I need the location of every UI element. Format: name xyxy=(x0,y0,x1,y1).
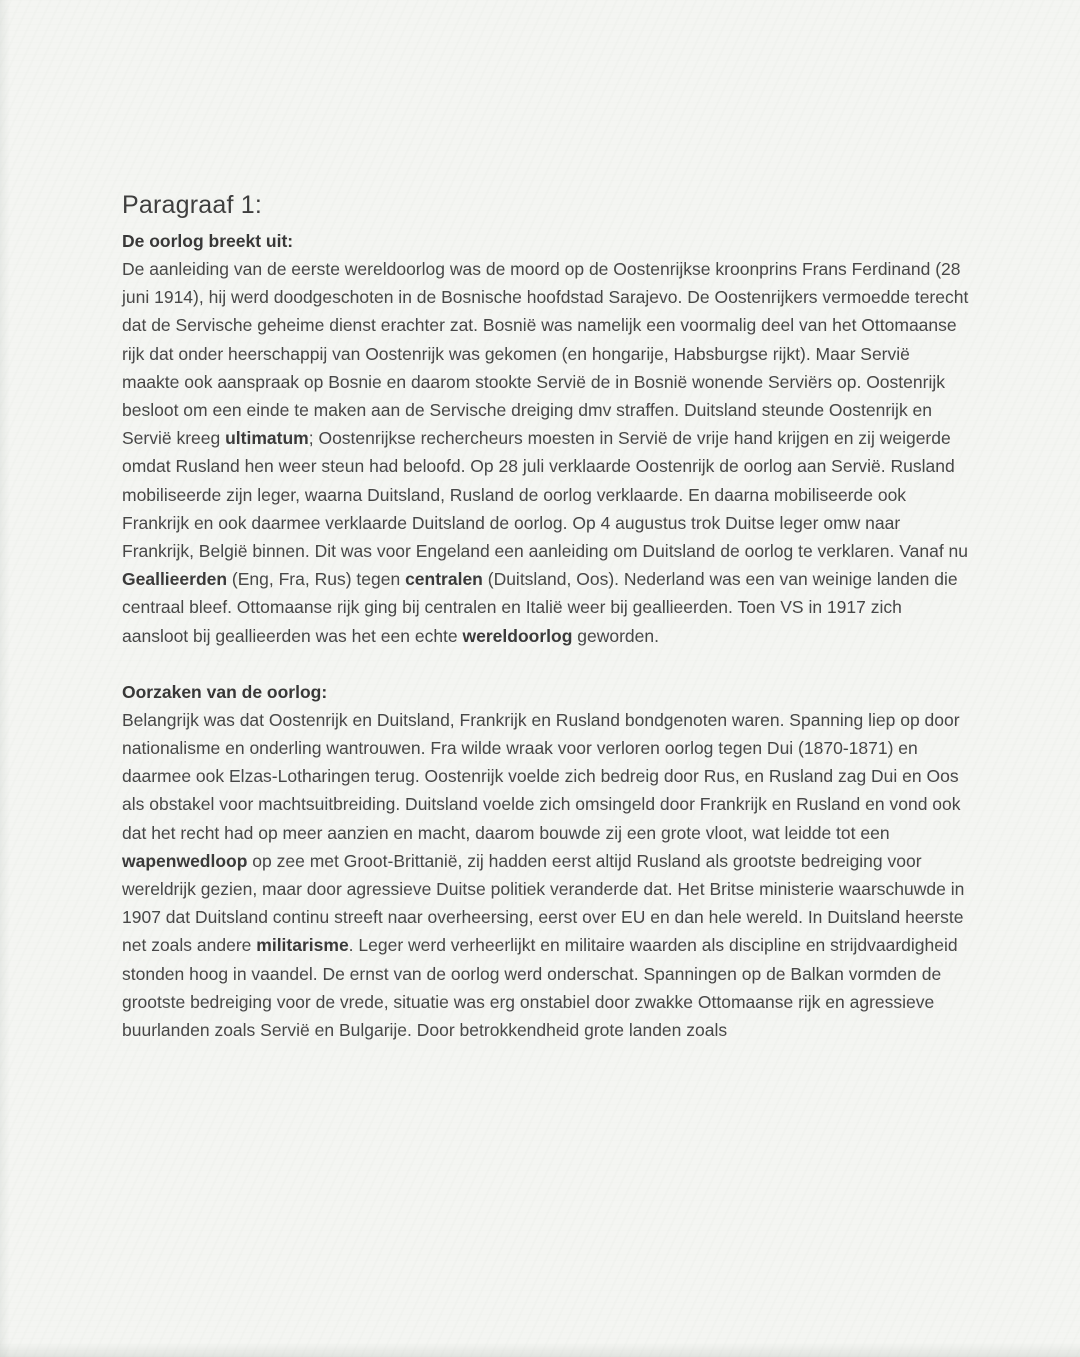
scan-edge-bottom xyxy=(0,1343,1080,1357)
paragraph: Belangrijk was dat Oostenrijk en Duitsland, Frankrijk en Rusland bondgenoten waren. Spanning liep op door nationalisme en onderling wantrouwen. Fra wilde wraak voor verloren oorlog tegen Dui (1870-1871) en daarmee ook Elzas-Lotharingen terug. Oostenrijk voelde zich bedreig door Rus, en Rusland zag Dui en Oos als obstakel voor machtsuitbreiding. Duitsland voelde zich omsingeld door Frankrijk en Rusland en vond ook dat het recht had op meer aanzien en macht, daarom bouwde zij een grote vloot, wat leidde tot een wapenwedloop op zee met Groot-Brittanië, zij hadden eerst altijd Rusland als grootste bedreiging voor wereldrijk gezien, maar door agressieve Duitse politiek veranderde dat. Het Britse ministerie waarschuwde in 1907 dat Duitsland continu streeft naar overheersing, eerst over EU en dan hele wereld. In Duitsland heerste net zoals andere militarisme. Leger werd verheerlijkt en militaire waarden als discipline en strijdvaardigheid stonden hoog in vaandel. De ernst van de oorlog werd onderschat. Spanningen op de Balkan vormden de grootste bedreiging voor de vrede, situatie was erg onstabiel door zwakke Ottomaanse rijk en agressieve buurlanden zoals Servië en Bulgarije. Door betrokkendheid grote landen zoals xyxy=(122,709,965,1041)
scan-edge-left xyxy=(0,0,10,1357)
bold-term: centralen xyxy=(405,569,483,590)
bold-term: ultimatum xyxy=(225,428,309,449)
bold-term: militarisme xyxy=(256,935,349,956)
document-section xyxy=(122,227,970,650)
bold-term: wapenwedloop xyxy=(122,850,248,871)
document-sections xyxy=(122,227,970,1044)
page-content xyxy=(122,190,970,1044)
document-section xyxy=(122,678,970,1044)
bold-term: Geallieerden xyxy=(122,569,228,590)
bold-term: wereldoorlog xyxy=(462,625,573,646)
section-heading: De oorlog breekt uit: xyxy=(122,231,294,251)
section-heading: Oorzaken van de oorlog: xyxy=(122,681,328,702)
page-title: Paragraaf 1: xyxy=(122,191,262,219)
paragraph: De aanleiding van de eerste wereldoorlog was de moord op de Oostenrijkse kroonprins Frans Ferdinand (28 juni 1914), hij werd doodgeschoten in de Bosnische hoofdstad Sarajevo. De Oostenrijkers vermoedde terecht dat de Servische geheime dienst erachter zat. Bosnië was namelijk een voormalig deel van het Ottomaanse rijk dat onder heerschappij van Oostenrijk was gekomen (en hongarije, Habsburgse rijkt). Maar Servië maakte ook aanspraak op Bosnie en daarom stookte Servië de in Bosnië wonende Serviërs op. Oostenrijk besloot om een einde te maken aan de Servische dreiging dmv straffen. Duitsland steunde Oostenrijk en Servië kreeg ultimatum; Oostenrijkse rechercheurs moesten in Servië de vrije hand krijgen en zij weigerde omdat Rusland hen weer steun had beloofd. Op 28 juli verklaarde Oostenrijk de oorlog aan Servië. Rusland mobiliseerde zijn leger, waarna Duitsland, Rusland de oorlog verklaarde. En daarna mobiliseerde ook Frankrijk en ook daarmee verklaarde Duitsland de oorlog. Op 4 augustus trok Duitse leger omw naar Frankrijk, België binnen. Dit was voor Engeland een aanleiding om Duitsland de oorlog te verklaren. Vanaf nu Geallieerden (Eng, Fra, Rus) tegen centralen (Duitsland, Oos). Nederland was een van weinige landen die centraal bleef. Ottomaanse rijk ging bij centralen en Italië weer bij geallieerden. Toen VS in 1917 zich aansloot bij geallieerden was het een echte wereldoorlog geworden. xyxy=(122,259,969,646)
